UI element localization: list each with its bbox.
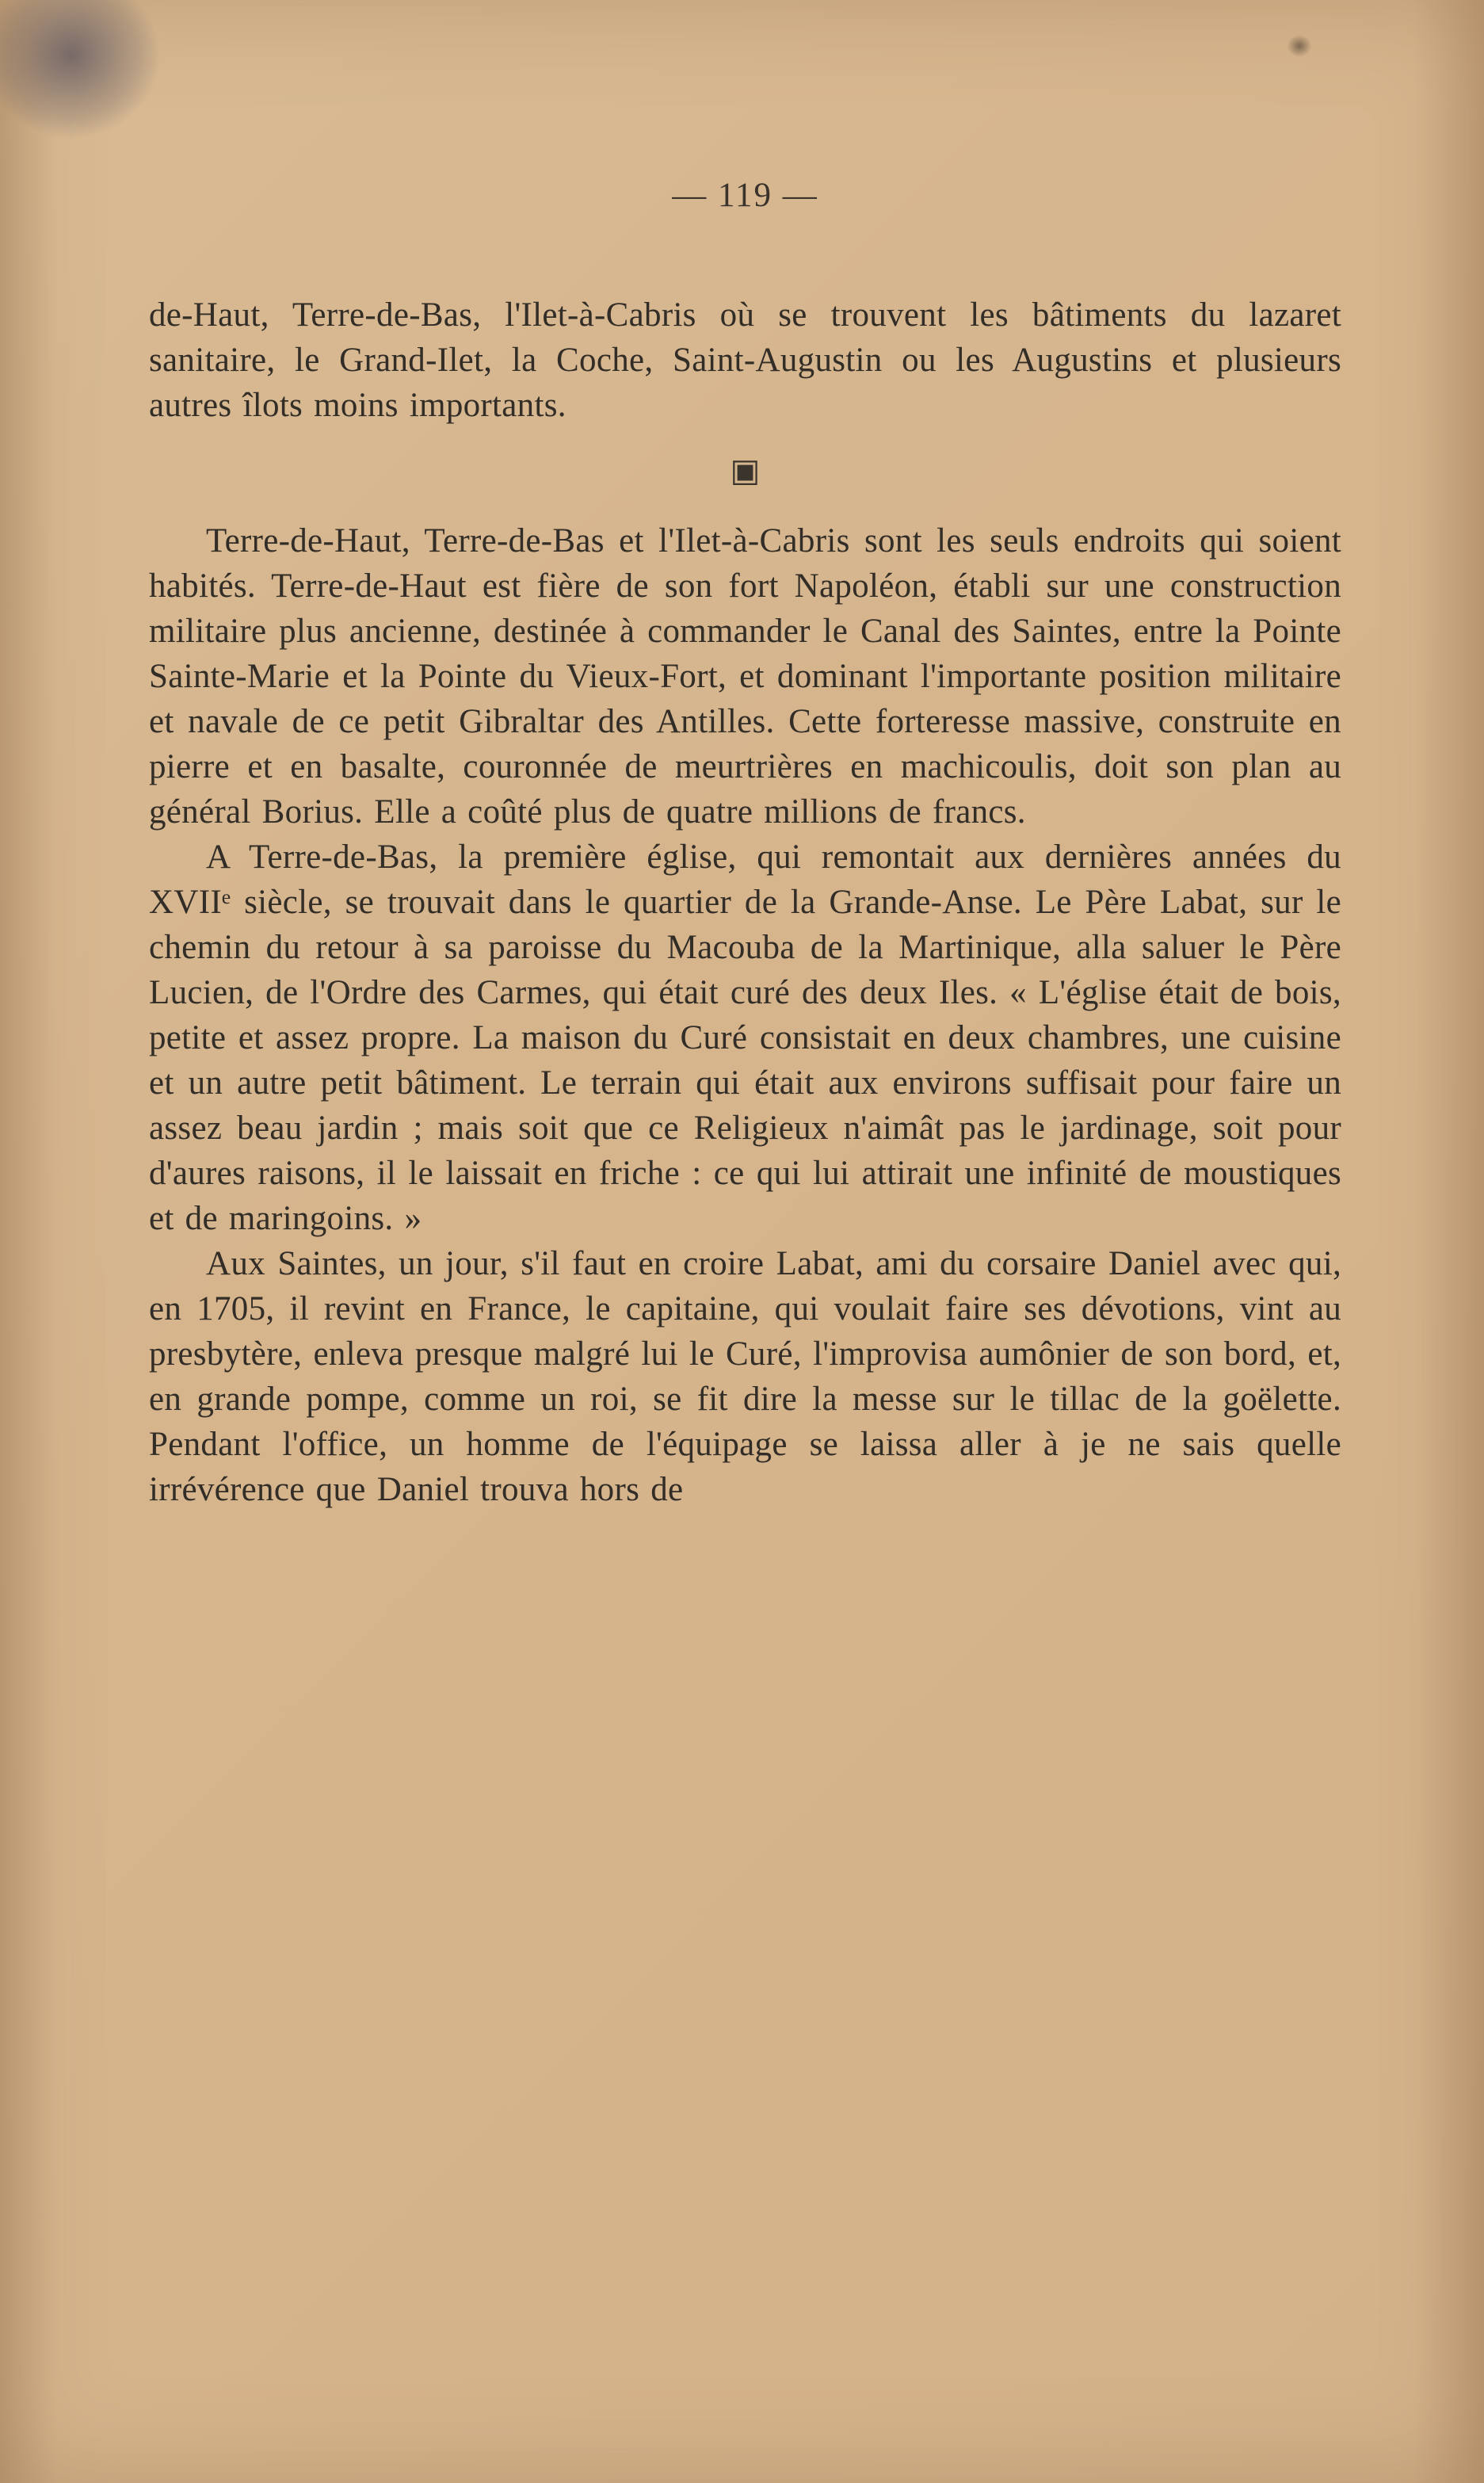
paragraph-aux-saintes: Aux Saintes, un jour, s'il faut en croire Labat, ami du corsaire Daniel avec qui, en 1705, il revint en France, le capitaine, qui voulait faire ses dévotions, vint au presbytère, enleva presque malgré lui le Curé, l'improvisa aumônier de son bord, et, en grande pompe, comme un roi, se fit dire la messe sur le tillac de la goëlette. Pendant l'office, un homme de l'équipage se laissa aller à je ne sais quelle irrévérence que Daniel trouva hors de: [149, 1245, 1341, 1508]
section-divider-ornament-icon: ▣: [730, 453, 761, 489]
paragraph-continuation: de-Haut, Terre-de-Bas, l'Ilet-à-Cabris où se trouvent les bâtiments du lazaret sanitaire, le Grand-Ilet, la Coche, Saint-Augustin ou les Augustins et plusieurs autres îlots moins importants.: [149, 296, 1341, 424]
page-number: — 119 —: [672, 177, 818, 214]
text-block: [149, 176, 1341, 1512]
page-edge-shadow-left: [0, 0, 55, 2483]
scan-stain-top-left: [0, 0, 190, 166]
scan-speck-top-right: [1282, 30, 1317, 62]
page-edge-shadow-right: [1413, 0, 1484, 2483]
paragraph-terre-de-haut: Terre-de-Haut, Terre-de-Bas et l'Ilet-à-Cabris sont les seuls endroits qui soient habités. Terre-de-Haut est fière de son fort Napoléon, établi sur une construction militaire plus ancienne, destinée à commander le Canal des Saintes, entre la Pointe Sainte-Marie et la Pointe du Vieux-Fort, et dominant l'importante position militaire et navale de ce petit Gibraltar des Antilles. Cette forteresse massive, construite en pierre et en basalte, couronnée de meurtrières en machicoulis, doit son plan au général Borius. Elle a coûté plus de quatre millions de francs.: [149, 522, 1341, 831]
paragraph-terre-de-bas-eglise: A Terre-de-Bas, la première église, qui remontait aux dernières années du XVIIᵉ siècle, se trouvait dans le quartier de la Grande-Anse. Le Père Labat, sur le chemin du retour à sa paroisse du Macouba de la Martinique, alla saluer le Père Lucien, de l'Ordre des Carmes, qui était curé des deux Iles. « L'église était de bois, petite et assez propre. La maison du Curé consistait en deux chambres, une cuisine et un autre petit bâtiment. Le terrain qui était aux environs suffisait pour faire un assez beau jardin ; mais soit que ce Religieux n'aimât pas le jardinage, soit pour d'aures raisons, il le laissait en friche : ce qui lui attirait une infinité de moustiques et de maringoins. »: [149, 838, 1341, 1237]
